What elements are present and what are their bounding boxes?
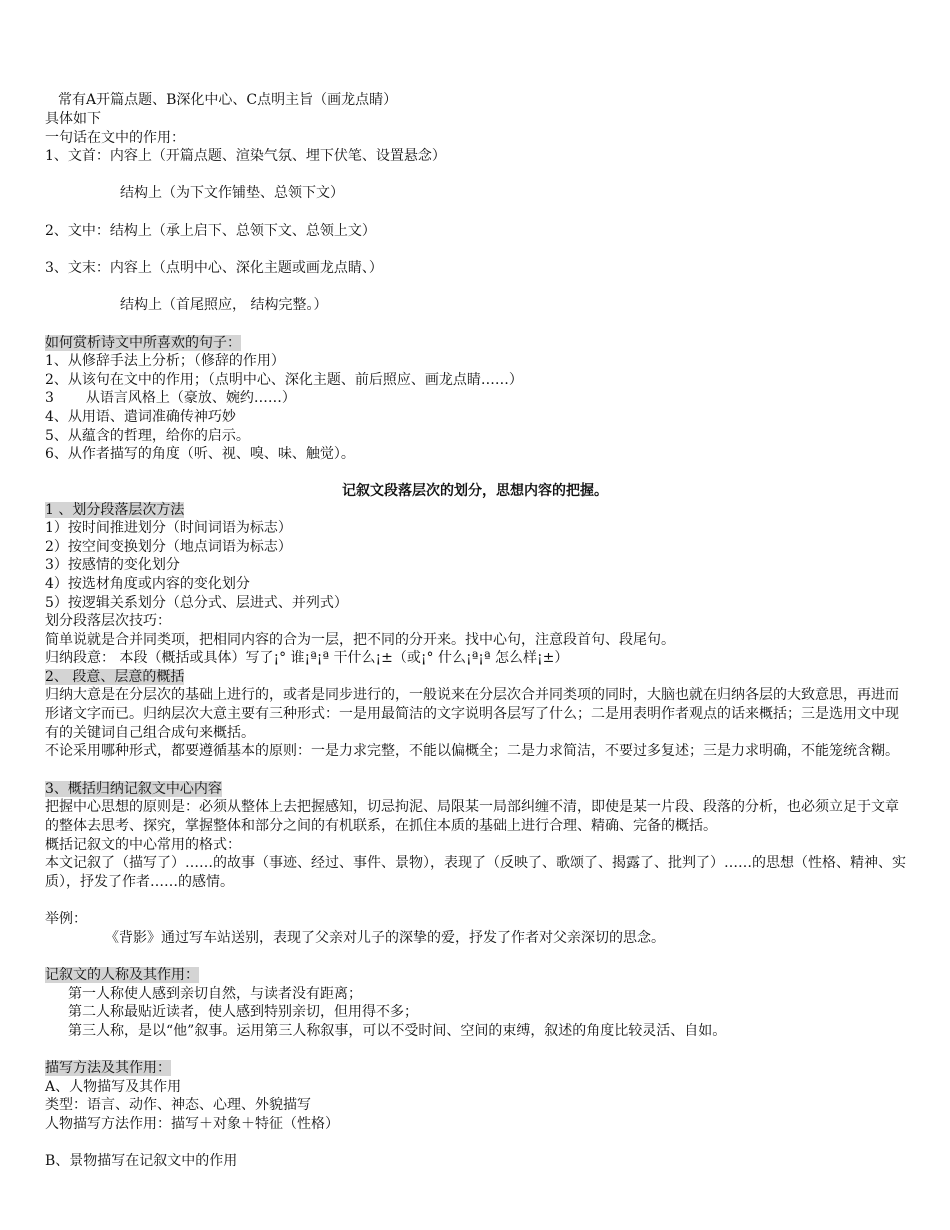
paragraph: 把握中心思想的原则是：必须从整体上去把握感知，切忌拘泥、局限某一局部纠缠不清，即使是某一片段、段落的分析，也必须立足于文章的整体去思考、探究，掌握整体和部分之间的有机联系，在抓住本质的基础上进行合理、精确、完备的概括。 (45, 799, 899, 834)
section-heading-desc (45, 1059, 171, 1077)
text-line: 3、文末：内容上（点明中心、深化主题或画龙点睛、） (45, 260, 383, 276)
section-heading-poem (45, 334, 241, 352)
heading-highlight: 3、概括归纳记叙文中心内容 (45, 781, 222, 797)
list-item (45, 389, 296, 407)
list-item: 6、从作者描写的角度（听、视、嗅、味、触觉）。 (45, 446, 355, 462)
text-line: 《背影》通过写车站送别，表现了父亲对儿子的深挚的爱，抒发了作者对父亲深切的思念。 (105, 930, 665, 946)
section-heading-1 (45, 501, 184, 519)
section-heading-2 (45, 668, 184, 686)
list-item: 2）按空间变换划分（地点词语为标志） (45, 539, 292, 555)
list-item: 第一人称使人感到亲切自然，与读者没有距离； (68, 986, 362, 1002)
list-item: 5）按逻辑关系划分（总分式、层进式、并列式） (45, 595, 348, 611)
paragraph: 归纳大意是在分层次的基础上进行的，或者是同步进行的，一般说来在分层次合并同类项的同时，大脑也就在归纳各层的大致意思，再进而形诸文字而已。归纳层次大意主要有三种形式：一是用最简洁的文字说明各层写了什么；二是用表明作者观点的话来概括；三是选用文中现有的关键词自己组合成句来概括。 (45, 687, 899, 741)
text-line: B、景物描写在记叙文中的作用 (45, 1153, 238, 1169)
paragraph: 不论采用哪种形式，都要遵循基本的原则：一是力求完整，不能以偏概全；二是力求简洁，不要过多复述；三是力求明确，不能笼统含糊。 (45, 743, 899, 759)
text-line: 2、文中：结构上（承上启下、总领下文、总领上文） (45, 223, 376, 239)
list-item: 2、从该句在文中的作用；（点明中心、深化主题、前后照应、画龙点睛……） (45, 372, 523, 388)
list-item: 3）按感情的变化划分 (45, 557, 180, 573)
heading-highlight: 记叙文的人称及其作用： (45, 967, 199, 983)
list-item: 1）按时间推进划分（时间词语为标志） (45, 520, 292, 536)
text-line: 常有A开篇点题、B深化中心、C点明主旨（画龙点睛） (58, 92, 398, 108)
text-line: 划分段落层次技巧： (45, 613, 171, 629)
list-item: 第三人称，是以“他”叙事。运用第三人称叙事，可以不受时间、空间的束缚，叙述的角度比较灵活、自如。 (68, 1023, 727, 1039)
text-line: 具体如下 (45, 111, 101, 127)
text-line: 结构上（为下文作铺垫、总领下文） (120, 185, 344, 201)
text-line: 概括记叙文的中心常用的格式： (45, 837, 241, 853)
section-heading-person (45, 966, 199, 984)
text-line: 1、文首：内容上（开篇点题、渲染气氛、埋下伏笔、设置悬念） (45, 148, 446, 164)
list-item: 1、从修辞手法上分析；（修辞的作用） (45, 353, 285, 369)
heading-highlight: 描写方法及其作用： (45, 1060, 171, 1076)
list-item: 5、从蕴含的哲理，给你的启示。 (45, 428, 250, 444)
text-line: 归纳段意： 本段（概括或具体）写了¡° 谁¡ª¡ª 干什么¡±（或¡° 什么¡ª¡ª 怎么样¡±） (45, 650, 569, 666)
list-text: 从语言风格上（豪放、婉约……） (85, 390, 296, 406)
heading-highlight: 2、 段意、层意的概括 (45, 669, 185, 685)
section-heading-3 (45, 780, 222, 798)
text-line: 类型：语言、动作、神态、心理、外貌描写 (45, 1097, 311, 1113)
text-line: A、人物描写及其作用 (45, 1079, 182, 1095)
text-line: 结构上（首尾照应， 结构完整。） (120, 297, 328, 313)
list-item: 第二人称最贴近读者，使人感到特别亲切，但用得不多； (68, 1004, 418, 1020)
heading-highlight: 1 、划分段落层次方法 (45, 502, 185, 518)
heading-highlight: 如何赏析诗文中所喜欢的句子： (45, 335, 241, 351)
text-line: 举例： (45, 911, 87, 927)
list-item: 4、从用语、遣词准确传神巧妙 (45, 409, 236, 425)
text-line: 人物描写方法作用：描写＋对象＋特征（性格） (45, 1116, 339, 1132)
section-title: 记叙文段落层次的划分，思想内容的把握。 (342, 483, 608, 499)
text-line: 简单说就是合并同类项，把相同内容的合为一层，把不同的分开来。找中心句，注意段首句、段尾句。 (45, 632, 675, 648)
list-item: 4）按选材角度或内容的变化划分 (45, 576, 250, 592)
list-number: 3 (45, 390, 54, 406)
text-line: 一句话在文中的作用： (45, 130, 185, 146)
paragraph: 本文记叙了（描写了）……的故事（事迹、经过、事件、景物），表现了（反映了、歌颂了、揭露了、批判了）……的思想（性格、精神、实质），抒发了作者……的感情。 (45, 855, 906, 890)
